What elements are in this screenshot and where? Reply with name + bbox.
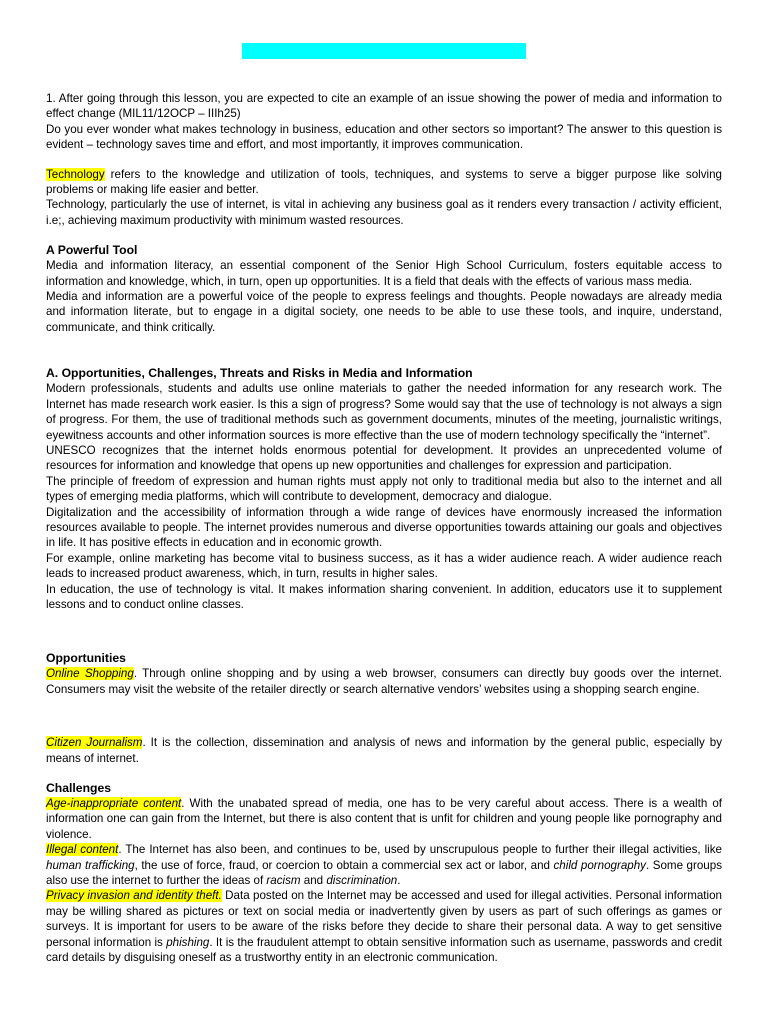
powerful-paragraph-2: Media and information are a powerful voice of the people to express feelings and thoughts. People nowadays are already media and information literate, but to engage in a digital society, one needs to be able to use these tools, and inquire, understand, communicate, and think critically. bbox=[46, 290, 722, 334]
privacy-paragraph bbox=[46, 888, 722, 965]
powerful-tool-heading: A Powerful Tool bbox=[46, 243, 138, 258]
illegal-content-term: Illegal content bbox=[46, 843, 119, 857]
illegal-content-paragraph bbox=[46, 842, 722, 888]
privacy-text-2: . It is the fraudulent attempt to obtain sensitive information such as username, passwords and credit card details by disguising oneself as a trustworthy entity in an electronic communication. bbox=[46, 935, 722, 965]
illegal-content-text-4: and bbox=[300, 874, 327, 888]
section-a-paragraph-4: Digitalization and the accessibility of information through a wide range of devices have enormously increased the information resources available to people. The internet provides numerous and diverse opportunities towards attaining our goals and objectives in life. It has positive effects in education and in economic growth. bbox=[46, 505, 722, 550]
racism-term: racism bbox=[266, 874, 301, 888]
age-inappropriate-paragraph bbox=[46, 796, 722, 842]
human-trafficking-term: human trafficking bbox=[46, 858, 135, 872]
privacy-term: Privacy invasion and identity theft. bbox=[46, 889, 222, 903]
technology-paragraph: Technology, particularly the use of internet, is vital in achieving any business goal as it renders every transaction / activity efficient, i.e;, achieving maximum productivity with minimum wasted resources. bbox=[46, 198, 722, 227]
section-a-heading: A. Opportunities, Challenges, Threats and Risks in Media and Information bbox=[46, 366, 473, 381]
challenges-heading: Challenges bbox=[46, 781, 112, 795]
technology-definition bbox=[46, 167, 722, 198]
opportunities-heading: Opportunities bbox=[46, 651, 126, 666]
illegal-content-text-3: . Some groups also use the internet to further the ideas of bbox=[46, 858, 722, 888]
powerful-paragraph-1: Media and information literacy, an essential component of the Senior High School Curriculum, fosters equitable access to information and knowledge, which, in turn, open up opportunities. It is a field that deals with the effects of various mass media. bbox=[46, 259, 722, 288]
illegal-content-text-5: . bbox=[397, 874, 401, 888]
phishing-term: phishing bbox=[166, 935, 210, 949]
citizen-journalism-text: . It is the collection, dissemination and analysis of news and information by the general public, especially by means of internet. bbox=[46, 736, 722, 765]
online-shopping-text: . Through online shopping and by using a web browser, consumers can directly buy goods over the internet. Consumers may visit the website of the retailer directly or search alternative vendors’ websites using a shopping search engine. bbox=[46, 667, 722, 696]
technology-def-text: refers to the knowledge and utilization of tools, techniques, and systems to serve a bigger purpose like solving problems or making life easier and better. bbox=[46, 167, 722, 197]
illegal-content-text-2: , the use of force, fraud, or coercion to obtain a commercial sex act or labor, and bbox=[134, 858, 554, 872]
privacy-text-1: Data posted on the Internet may be accessed and used for illegal activities. Personal information may be willing shared as pictures or text on social media or inadvertently given by users as part of such offerings as games or surveys. It is important for users to be aware of the risks before they decide to share their personal data. A way to get sensitive personal information is bbox=[46, 889, 722, 949]
illegal-content-text-1: . The Internet has also been, and continues to be, used by unscrupulous people to further their illegal activities, like bbox=[118, 843, 722, 857]
age-inappropriate-term: Age-inappropriate content bbox=[46, 797, 182, 810]
section-a-paragraph-5: For example, online marketing has become vital to business success, as it has a wider audience reach. A wider audience reach leads to increased product awareness, which, in turn, results in higher sales. bbox=[46, 551, 722, 581]
citizen-journalism-paragraph bbox=[46, 735, 722, 766]
intro-paragraph: Do you ever wonder what makes technology in business, education and other sectors so important? The answer to this question is evident – technology saves time and effort, and most importantly, it improves communication. bbox=[46, 122, 722, 152]
section-a-paragraph-3: The principle of freedom of expression and human rights must apply not only to traditional media but also to the internet and all types of emerging media platforms, which will contribute to development, democracy and dialogue. bbox=[46, 474, 722, 504]
online-shopping-term: Online Shopping bbox=[46, 667, 134, 681]
citizen-journalism-term: Citizen Journalism bbox=[46, 736, 143, 750]
document-page bbox=[46, 91, 722, 965]
section-a-paragraph-6: In education, the use of technology is vital. It makes information sharing convenient. In addition, educators use it to supplement lessons and to conduct online classes. bbox=[46, 582, 722, 611]
learning-objective: 1. After going through this lesson, you are expected to cite an example of an issue showing the power of media and information to effect change (MIL11/12OCP – IIIh25) bbox=[46, 92, 722, 121]
online-shopping-paragraph bbox=[46, 666, 722, 697]
highlight-banner bbox=[242, 43, 526, 59]
technology-term: Technology bbox=[46, 167, 105, 181]
section-a-paragraph-1: Modern professionals, students and adults use online materials to gather the needed information for any research work. The Internet has made research work easier. Is this a sign of progress? Some would say that the use of technology is not always a sign of progress. For them, the use of traditional methods such as government documents, minutes of the meeting, journalistic writings, eyewitness accounts and other information sources is more effective than the use of modern technology specifically the “internet”. bbox=[46, 382, 722, 442]
discrimination-term: discrimination bbox=[326, 874, 398, 888]
child-pornography-term: child pornography bbox=[553, 858, 646, 872]
age-inappropriate-text: . With the unabated spread of media, one has to be very careful about access. There is a wealth of information one can gain from the Internet, but there is also content that is unfit for children and young people like pornography and violence. bbox=[46, 797, 722, 841]
section-a-paragraph-2: UNESCO recognizes that the internet holds enormous potential for development. It provides an unprecedented volume of resources for information and knowledge that opens up new opportunities and challenges for expression and participation. bbox=[46, 443, 722, 473]
